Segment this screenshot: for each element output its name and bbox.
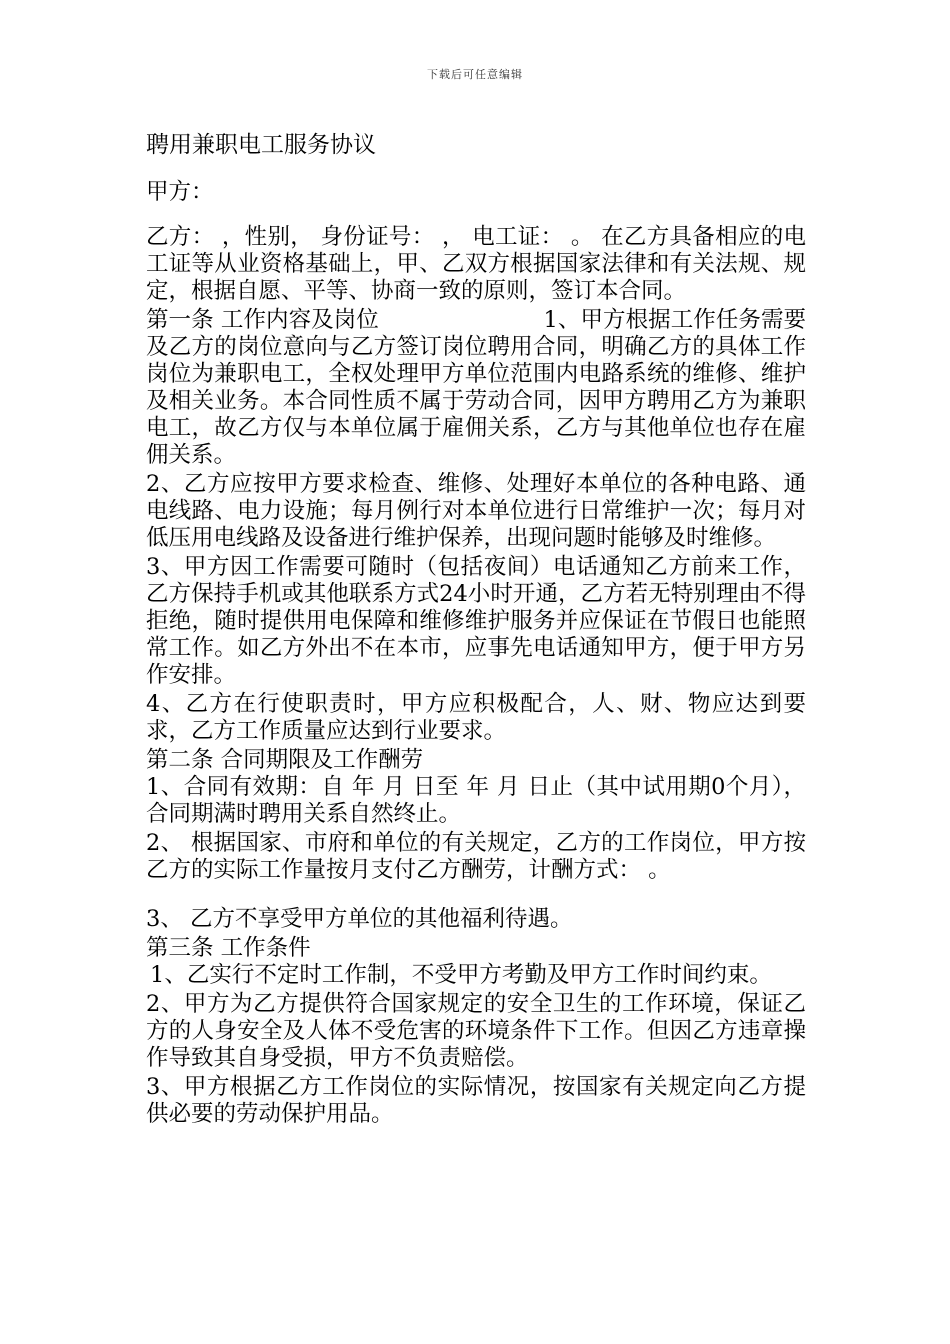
- article1-item1: 1、甲方根据工作任务需要及乙方的岗位意向与乙方签订岗位聘用合同，明确乙方的具体工作岗位为兼职电工，全权处理甲方单位范围内电路系统的维修、维护及相关业务。本合同性质不属于劳动合同，因甲方聘用乙方为兼职电工，故乙方仅与本单位属于雇佣关系，乙方与其他单位也存在雇佣关系。: [146, 307, 806, 468]
- article3-item2: 2、甲方为乙方提供符合国家规定的安全卫生的工作环境，保证乙方的人身安全及人体不受危害的环境条件下工作。但因乙方违章操作导致其自身受损，甲方不负责赔偿。: [146, 991, 806, 1071]
- party-b-intro: 乙方： ，性别， 身份证号： ， 电工证： 。 在乙方具备相应的电工证等从业资格基础上，甲、乙双方根据国家法律和有关法规、规定，根据自愿、平等、协商一致的原则，签订本合同。: [146, 224, 806, 304]
- header-note: 下载后可任意编辑: [427, 68, 523, 81]
- article1-item4: 4、乙方在行使职责时，甲方应积极配合，人、财、物应达到要求，乙方工作质量应达到行业要求。: [146, 691, 806, 744]
- document-body: [146, 132, 806, 1130]
- article2-item1: 1、合同有效期：自 年 月 日至 年 月 日止（其中试用期0个月），合同期满时聘用关系自然终止。: [146, 774, 806, 827]
- article1-block: [146, 307, 806, 469]
- article2-item3: 3、 乙方不享受甲方单位的其他福利待遇。: [146, 906, 573, 932]
- article1-item3: 3、甲方因工作需要可随时（包括夜间）电话通知乙方前来工作，乙方保持手机或其他联系方式24小时开通，乙方若无特别理由不得拒绝，随时提供用电保障和维修维护服务并应保证在节假日也能照常工作。如乙方外出不在本市，应事先电话通知甲方，便于甲方另作安排。: [146, 554, 806, 688]
- party-a-line: 甲方：: [146, 179, 214, 205]
- article3-item3: 3、甲方根据乙方工作岗位的实际情况，按国家有关规定向乙方提供必要的劳动保护用品。: [146, 1074, 806, 1127]
- article1-spacer: [379, 307, 544, 333]
- article3-item1: 1、乙实行不定时工作制，不受甲方考勤及甲方工作时间约束。: [150, 962, 772, 988]
- article1-item2: 2、乙方应按甲方要求检查、维修、处理好本单位的各种电路、通电线路、电力设施；每月例行对本单位进行日常维护一次；每月对低压用电线路及设备进行维护保养，出现问题时能够及时维修。: [146, 471, 806, 551]
- article2-heading: 第二条 合同期限及工作酬劳: [146, 747, 424, 773]
- article1-heading: 第一条 工作内容及岗位: [146, 307, 379, 333]
- document-title: 聘用兼职电工服务协议: [146, 132, 376, 158]
- article2-item2: 2、 根据国家、市府和单位的有关规定，乙方的工作岗位，甲方按乙方的实际工作量按月支付乙方酬劳，计酬方式： 。: [146, 830, 806, 883]
- article3-heading: 第三条 工作条件: [146, 935, 311, 961]
